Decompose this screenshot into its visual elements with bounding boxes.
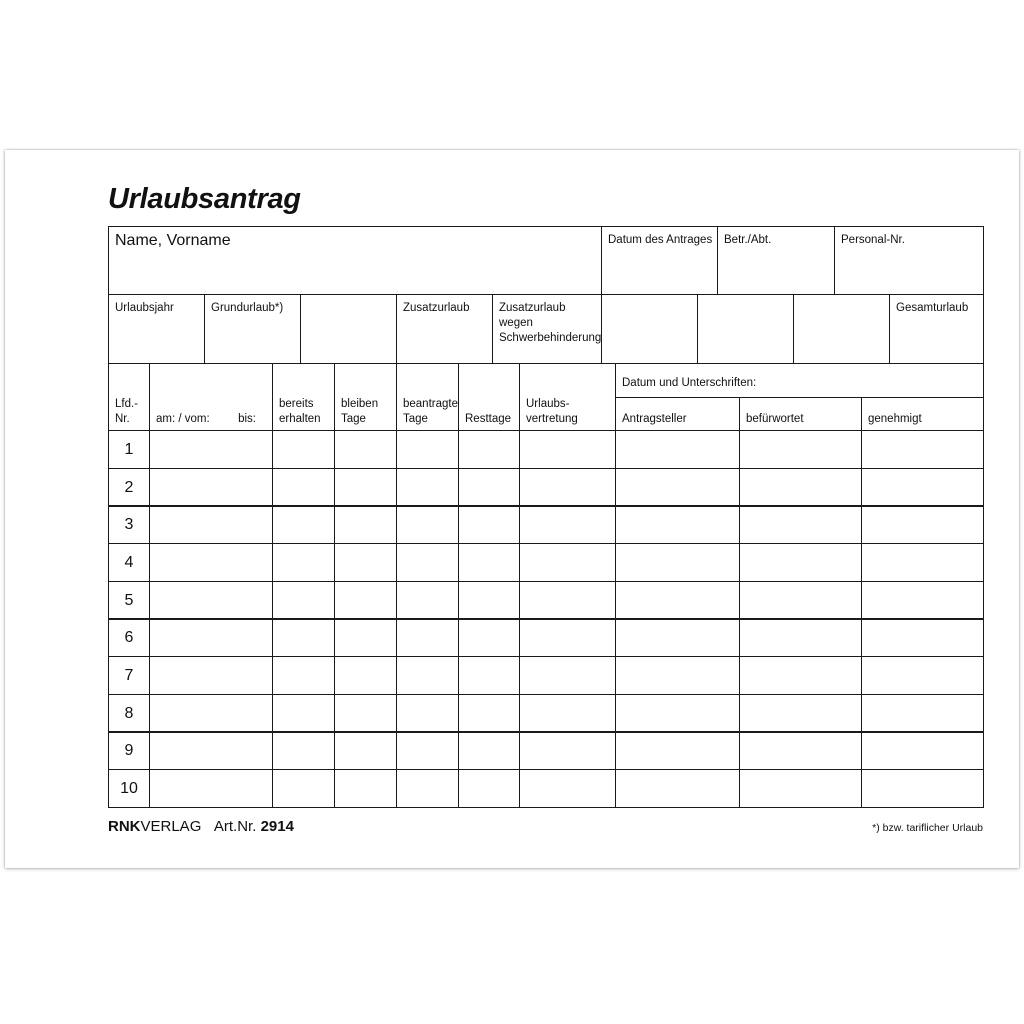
cell-befuerwortet[interactable] <box>739 581 862 620</box>
header-am-vom <box>149 363 273 431</box>
cell-antragsteller[interactable] <box>615 430 740 469</box>
betr-field[interactable] <box>717 226 835 295</box>
header-antragsteller-label: Antragsteller <box>622 413 687 425</box>
row-number: 6 <box>108 618 150 657</box>
cell-bereits[interactable] <box>272 769 335 808</box>
urlaubsjahr-label: Urlaubsjahr <box>115 302 174 314</box>
cell-genehmigt[interactable] <box>861 694 984 733</box>
blank-field-4[interactable] <box>793 294 890 364</box>
cell-bleiben[interactable] <box>334 543 397 582</box>
cell-genehmigt[interactable] <box>861 468 984 507</box>
cell-resttage[interactable] <box>458 694 520 733</box>
cell-vertretung[interactable] <box>519 656 616 695</box>
cell-antragsteller[interactable] <box>615 581 740 620</box>
cell-befuerwortet[interactable] <box>739 468 862 507</box>
grundurlaub-label: Grundurlaub*) <box>211 302 284 314</box>
cell-dates[interactable] <box>149 581 273 620</box>
urlaubsjahr-field[interactable] <box>108 294 205 364</box>
header-vertretung <box>519 363 616 431</box>
zusatz-schwer-field[interactable] <box>492 294 602 364</box>
cell-befuerwortet[interactable] <box>739 731 862 770</box>
header-bleiben-1: bleiben <box>341 398 379 410</box>
gesamturlaub-label: Gesamturlaub <box>896 302 969 314</box>
cell-vertretung[interactable] <box>519 543 616 582</box>
cell-bleiben[interactable] <box>334 769 397 808</box>
cell-vertretung[interactable] <box>519 468 616 507</box>
cell-genehmigt[interactable] <box>861 505 984 544</box>
cell-antragsteller[interactable] <box>615 769 740 808</box>
datum-field[interactable] <box>601 226 718 295</box>
zusatz-schwer-label-2: Schwerbehinderung <box>499 332 602 344</box>
row-number: 4 <box>108 543 150 582</box>
cell-antragsteller[interactable] <box>615 468 740 507</box>
cell-vertretung[interactable] <box>519 694 616 733</box>
cell-antragsteller[interactable] <box>615 618 740 657</box>
cell-dates[interactable] <box>149 543 273 582</box>
cell-beantragte[interactable] <box>396 618 459 657</box>
row-number: 1 <box>108 430 150 469</box>
cell-dates[interactable] <box>149 769 273 808</box>
name-label: Name, Vorname <box>115 232 231 249</box>
cell-antragsteller[interactable] <box>615 694 740 733</box>
cell-genehmigt[interactable] <box>861 656 984 695</box>
cell-vertretung[interactable] <box>519 769 616 808</box>
header-group-signatures <box>615 363 984 398</box>
cell-bleiben[interactable] <box>334 618 397 657</box>
cell-genehmigt[interactable] <box>861 581 984 620</box>
zusatzurlaub-label: Zusatzurlaub <box>403 302 470 314</box>
row-number: 3 <box>108 505 150 544</box>
cell-bereits[interactable] <box>272 581 335 620</box>
name-field[interactable] <box>108 226 602 295</box>
cell-bereits[interactable] <box>272 468 335 507</box>
cell-dates[interactable] <box>149 656 273 695</box>
cell-befuerwortet[interactable] <box>739 505 862 544</box>
header-lfd-2: Nr. <box>115 413 130 425</box>
header-bis-label: bis: <box>238 413 256 425</box>
cell-befuerwortet[interactable] <box>739 694 862 733</box>
cell-beantragte[interactable] <box>396 581 459 620</box>
cell-vertretung[interactable] <box>519 581 616 620</box>
header-genehmigt <box>861 397 984 431</box>
cell-genehmigt[interactable] <box>861 618 984 657</box>
cell-beantragte[interactable] <box>396 694 459 733</box>
cell-beantragte[interactable] <box>396 731 459 770</box>
header-vertretung-1: Urlaubs- <box>526 398 570 410</box>
cell-vertretung[interactable] <box>519 505 616 544</box>
form-title: Urlaubsantrag <box>108 183 301 215</box>
cell-bereits[interactable] <box>272 656 335 695</box>
betr-label: Betr./Abt. <box>724 234 772 246</box>
footnote: *) bzw. tariflicher Urlaub <box>872 822 983 834</box>
header-lfd <box>108 363 150 431</box>
cell-resttage[interactable] <box>458 505 520 544</box>
header-beantragte-2: Tage <box>403 413 428 425</box>
cell-bereits[interactable] <box>272 543 335 582</box>
cell-beantragte[interactable] <box>396 656 459 695</box>
header-beantragte-1: beantragte <box>403 398 458 410</box>
cell-bleiben[interactable] <box>334 581 397 620</box>
cell-genehmigt[interactable] <box>861 430 984 469</box>
blank-field-1[interactable] <box>300 294 397 364</box>
cell-dates[interactable] <box>149 430 273 469</box>
cell-bleiben[interactable] <box>334 656 397 695</box>
cell-befuerwortet[interactable] <box>739 543 862 582</box>
cell-bleiben[interactable] <box>334 430 397 469</box>
cell-bereits[interactable] <box>272 430 335 469</box>
personal-field[interactable] <box>834 226 984 295</box>
cell-bleiben[interactable] <box>334 505 397 544</box>
header-resttage <box>458 363 520 431</box>
cell-antragsteller[interactable] <box>615 505 740 544</box>
cell-beantragte[interactable] <box>396 430 459 469</box>
cell-bleiben[interactable] <box>334 731 397 770</box>
datum-label: Datum des Antrages <box>608 234 713 246</box>
grundurlaub-field[interactable] <box>204 294 301 364</box>
cell-resttage[interactable] <box>458 769 520 808</box>
header-bleiben <box>334 363 397 431</box>
cell-resttage[interactable] <box>458 731 520 770</box>
header-am-vom-label: am: / vom: <box>156 413 210 425</box>
art-number: 2914 <box>260 818 294 835</box>
cell-antragsteller[interactable] <box>615 543 740 582</box>
header-vertretung-2: vertretung <box>526 413 578 425</box>
header-antragsteller <box>615 397 740 431</box>
zusatz-schwer-label-1: Zusatzurlaub wegen <box>499 302 566 329</box>
cell-antragsteller[interactable] <box>615 731 740 770</box>
cell-resttage[interactable] <box>458 581 520 620</box>
cell-befuerwortet[interactable] <box>739 769 862 808</box>
brand-rest: VERLAG <box>140 818 202 835</box>
cell-beantragte[interactable] <box>396 543 459 582</box>
cell-bleiben[interactable] <box>334 468 397 507</box>
cell-vertretung[interactable] <box>519 731 616 770</box>
cell-beantragte[interactable] <box>396 505 459 544</box>
cell-beantragte[interactable] <box>396 468 459 507</box>
cell-beantragte[interactable] <box>396 769 459 808</box>
cell-dates[interactable] <box>149 505 273 544</box>
cell-bleiben[interactable] <box>334 694 397 733</box>
row-number: 2 <box>108 468 150 507</box>
header-bereits-2: erhalten <box>279 413 321 425</box>
cell-resttage[interactable] <box>458 468 520 507</box>
row-number: 5 <box>108 581 150 620</box>
cell-befuerwortet[interactable] <box>739 618 862 657</box>
cell-resttage[interactable] <box>458 618 520 657</box>
cell-dates[interactable] <box>149 618 273 657</box>
art-label: Art.Nr. <box>213 818 257 835</box>
cell-vertretung[interactable] <box>519 618 616 657</box>
cell-genehmigt[interactable] <box>861 769 984 808</box>
header-befuerwortet <box>739 397 862 431</box>
header-lfd-1: Lfd.- <box>115 398 139 410</box>
cell-befuerwortet[interactable] <box>739 430 862 469</box>
cell-bereits[interactable] <box>272 731 335 770</box>
blank-field-2[interactable] <box>601 294 698 364</box>
cell-bereits[interactable] <box>272 694 335 733</box>
cell-dates[interactable] <box>149 731 273 770</box>
brand-bold: RNK <box>108 818 141 835</box>
row-number: 7 <box>108 656 150 695</box>
row-number: 10 <box>108 769 150 808</box>
cell-befuerwortet[interactable] <box>739 656 862 695</box>
header-genehmigt-label: genehmigt <box>868 413 922 425</box>
header-bereits <box>272 363 335 431</box>
cell-vertretung[interactable] <box>519 430 616 469</box>
row-number: 9 <box>108 731 150 770</box>
header-beantragte <box>396 363 459 431</box>
header-group-label: Datum und Unterschriften: <box>622 377 757 389</box>
row-number: 8 <box>108 694 150 733</box>
cell-bereits[interactable] <box>272 618 335 657</box>
header-befuerwortet-label: befürwortet <box>746 413 804 425</box>
publisher-footer <box>108 818 294 835</box>
cell-bereits[interactable] <box>272 505 335 544</box>
cell-genehmigt[interactable] <box>861 731 984 770</box>
cell-dates[interactable] <box>149 468 273 507</box>
personal-label: Personal-Nr. <box>841 234 905 246</box>
cell-dates[interactable] <box>149 694 273 733</box>
cell-resttage[interactable] <box>458 656 520 695</box>
gesamturlaub-field[interactable] <box>889 294 984 364</box>
cell-resttage[interactable] <box>458 430 520 469</box>
cell-antragsteller[interactable] <box>615 656 740 695</box>
header-bereits-1: bereits <box>279 398 314 410</box>
header-resttage-label: Resttage <box>465 413 512 425</box>
blank-field-3[interactable] <box>697 294 794 364</box>
cell-genehmigt[interactable] <box>861 543 984 582</box>
cell-resttage[interactable] <box>458 543 520 582</box>
zusatzurlaub-field[interactable] <box>396 294 493 364</box>
header-bleiben-2: Tage <box>341 413 366 425</box>
